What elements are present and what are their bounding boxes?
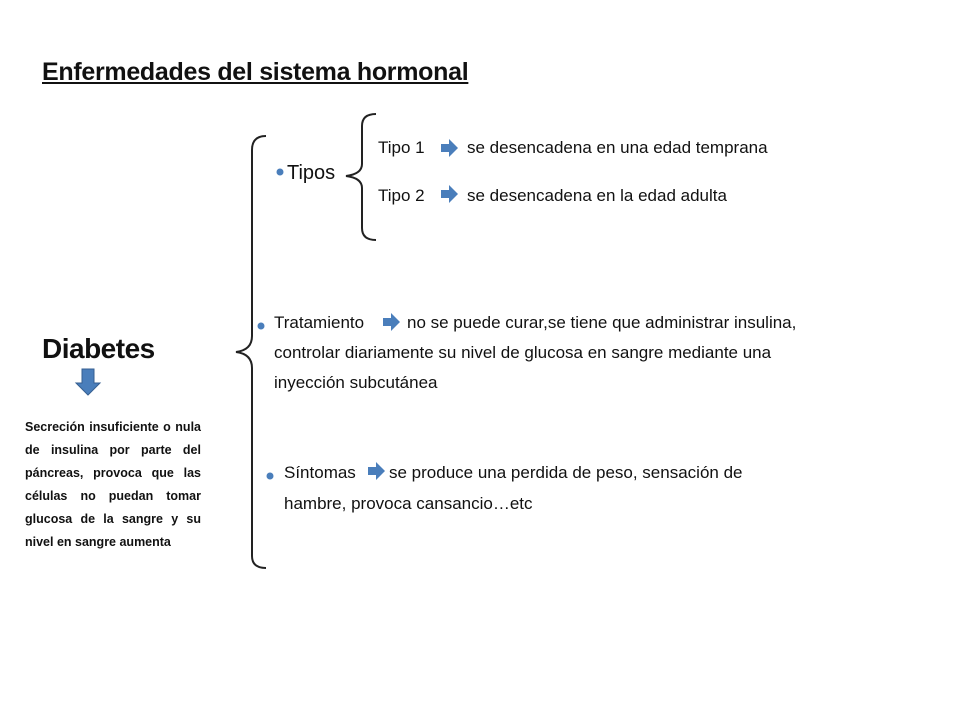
bullet-sintomas [267, 473, 274, 480]
tratamiento-line-1: no se puede curar,se tiene que administrar insulina, [407, 313, 797, 332]
diabetes-label: Diabetes [42, 333, 155, 364]
arrow-right-icon [383, 313, 400, 331]
arrow-right-icon [441, 185, 458, 203]
main-brace [236, 136, 266, 568]
arrow-right-icon [441, 139, 458, 157]
sintomas-line-1: se produce una perdida de peso, sensación de [389, 463, 743, 482]
arrow-down-icon [76, 369, 100, 395]
tipo-2-name: Tipo 2 [378, 186, 425, 205]
bullet-tratamiento [258, 323, 265, 330]
tratamiento-line-2: controlar diariamente su nivel de glucosa en sangre mediante una [274, 343, 772, 362]
sintomas-label: Síntomas [284, 463, 356, 482]
tratamiento-label: Tratamiento [274, 313, 365, 332]
tipo-1-text: se desencadena en una edad temprana [467, 138, 768, 157]
tipos-label: Tipos [287, 162, 336, 184]
tipo-2-text: se desencadena en la edad adulta [467, 186, 727, 205]
arrow-right-icon [368, 462, 385, 480]
tipo-1-name: Tipo 1 [378, 138, 425, 157]
diabetes-description: Secreción insuficiente o nula de insulina por parte del páncreas, provoca que las células no puedan tomar glucosa de la sangre y su nivel en sangre aumenta [25, 420, 201, 549]
tratamiento-line-3: inyección subcutánea [274, 373, 438, 392]
sintomas-line-2: hambre, provoca cansancio…etc [284, 494, 533, 513]
tipos-brace [346, 114, 376, 240]
bullet-tipos [277, 169, 284, 176]
page-title: Enfermedades del sistema hormonal [42, 58, 469, 86]
